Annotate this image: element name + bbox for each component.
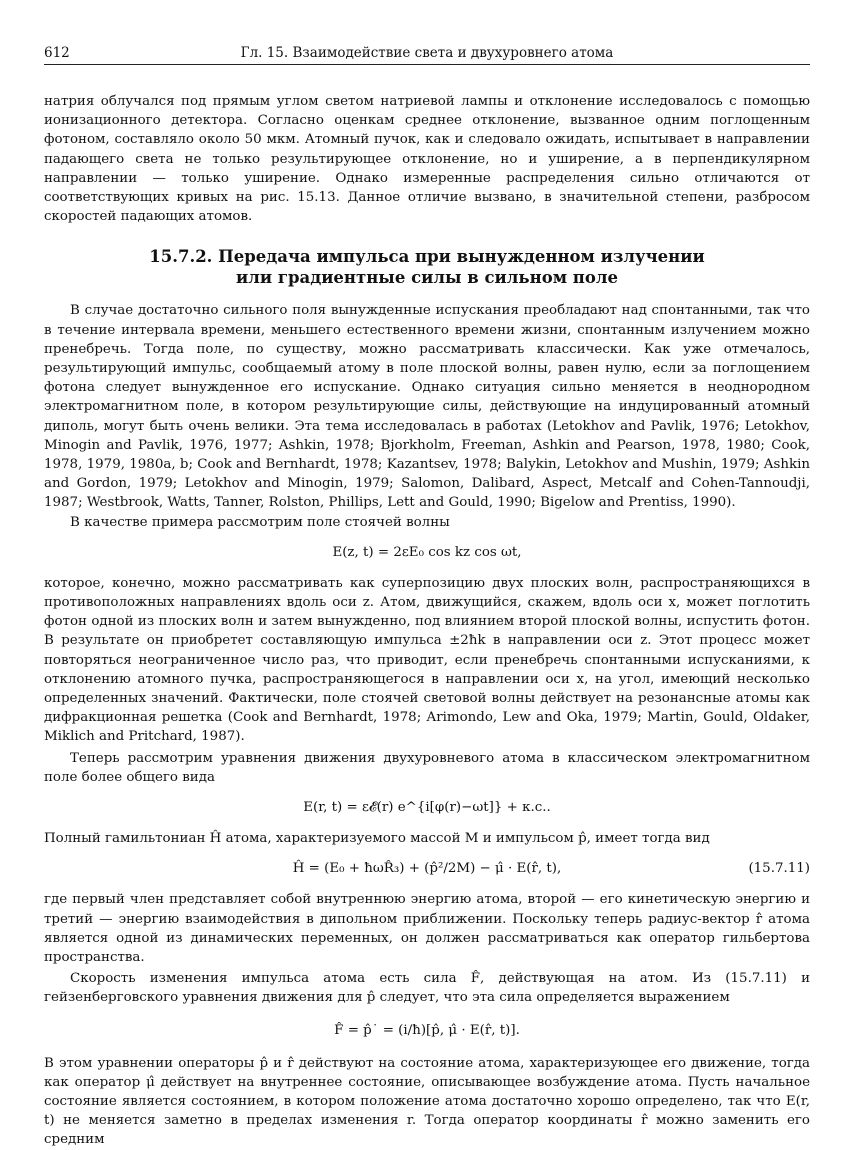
paragraph: которое, конечно, можно рассматривать как суперпозицию двух плоских волн, распространяющихся в противоположных направлениях вдоль оси z. Атом, движущийся, скажем, вдоль оси x, может поглотить фотон одной из плоских волн и затем вынужденно, под влиянием второй плоской волны, испустить фотон. В результате он приобретет составляющую импульса ±2ħk в направлении оси z. Этот процесс может повторяться неограниченное число раз, что приводит, если пренебречь спонтанными испусканиями, к отклонению атомного пучка, распространяющегося в направлении оси x, на угол, имеющий несколько определенных значений. Фактически, поле стоячей световой волны действует на резонансные атомы как дифракционная решетка (Cook and Bernhardt, 1978; Arimondo, Lew and Oka, 1979; Martin, Gould, Oldaker, Miklich and Pritchard, 1987). [44, 575, 810, 745]
equation-force [44, 1018, 810, 1044]
page-number: 612 [44, 45, 70, 61]
equation-text: E(z, t) = 2εE₀ cos kz cos ωt, [332, 544, 522, 560]
running-head [44, 44, 810, 62]
paragraph: Скорость изменения импульса атома есть сила F̂, действующая на атом. Из (15.7.11) и гейзенберговского уравнения движения для p̂ следует, что эта сила определяется выражением [44, 971, 810, 1006]
paragraph: В случае достаточно сильного поля вынужденные испускания преобладают над спонтанными, так что в течение интервала времени, меньшего естественного времени жизни, спонтанным излучением можно пренебречь. Тогда поле, по существу, можно рассматривать классически. Как уже отмечалось, результирующий импульс, сообщаемый атому в поле плоской волны, равен нулю, если за поглощением фотона следует вынужденное его испускание. Однако ситуация сильно меняется в неоднородном электромагнитном поле, в котором результирующие силы, действующие на индуцированный атомный диполь, могут быть очень велики. Эта тема исследовалась в работах (Letokhov and Pavlik, 1976; Letokhov, Minogin and Pavlik, 1976, 1977; Ashkin, 1978; Bjorkholm, Freeman, Ashkin and Pearson, 1978, 1980; Cook, 1978, 1979, 1980a, b; Cook and Bernhardt, 1978; Kazantsev, 1978; Balykin, Letokhov and Mushin, 1979; Ashkin and Gordon, 1979; Letokhov and Minogin, 1979; Salomon, Dalibard, Aspect, Metcalf and Cohen-Tannoudji, 1987; Westbrook, Watts, Tanner, Rolston, Phillips, Lett and Gould, 1990; Bigelow and Prentiss, 1990). [44, 303, 810, 511]
paragraph: В качестве примера рассмотрим поле стоячей волны [70, 514, 450, 530]
main-text [44, 92, 810, 1150]
paragraph: где первый член представляет собой внутреннюю энергию атома, второй — его кинетическую энергию и третий — энергию взаимодействия в дипольном приближении. Поскольку теперь радиус-вектор r̂ атома является одной из динамических переменных, он должен рассматриваться как оператор гильбертова пространства. [44, 892, 810, 965]
chapter-title: Гл. 15. Взаимодействие света и двухуровнего атома [240, 45, 614, 61]
paragraph: Полный гамильтониан Ĥ атома, характеризуемого массой M и импульсом p̂, имеет тогда вид [44, 831, 710, 847]
equation-text: Ĥ = (E₀ + ħωR̂₃) + (p̂²/2M) − μ̂ · E(r̂, t), [292, 861, 562, 877]
equation-hamiltonian [44, 858, 810, 880]
paragraph: натрия облучался под прямым углом светом натриевой лампы и отклонение исследовалось с помощью ионизационного детектора. Согласно оценкам среднее отклонение, вызванное одним поглощенным фотоном, составляло около 50 мкм. Атомный пучок, как и следовало ожидать, испытывает в направлении падающего света не только результирующее отклонение, но и уширение, а в перпендикулярном направлении — только уширение. Однако измеренные распределения сильно отличаются от соответствующих кривых на рис. 15.13. Данное отличие вызвано, в значительной степени, разбросом скоростей падающих атомов. [44, 94, 810, 225]
equation-number: (15.7.11) [748, 861, 810, 877]
paragraph: Теперь рассмотрим уравнения движения двухуровневого атома в классическом электромагнитном поле более общего вида [44, 750, 810, 785]
paragraph: В этом уравнении операторы p̂ и r̂ действуют на состояние атома, характеризующее его движение, тогда как оператор μ̂ действует на внутреннее состояние, описывающее возбуждение атома. Пусть начальное состояние является состоянием, в котором положение атома достаточно хорошо определено, так что E(r, t) не меняется заметно в пределах изменения r. Тогда оператор координаты r̂ можно заменить его средним [44, 1055, 810, 1148]
equation-standing-wave [44, 542, 810, 564]
section-heading-line: 15.7.2. Передача импульса при вынужденном излучении [149, 247, 705, 267]
equation-text: F̂ = p̂˙ = (i/ħ)[p̂, μ̂ · E(r̂, t)]. [334, 1022, 520, 1038]
equation-text: E(r, t) = ε𝓔(r) e^{i[φ(r)−ωt]} + к.с.. [303, 800, 551, 816]
header-rule [44, 64, 810, 65]
equation-general-field [44, 797, 810, 819]
section-heading [44, 246, 810, 288]
section-heading-line: или градиентные силы в сильном поле [236, 268, 618, 288]
